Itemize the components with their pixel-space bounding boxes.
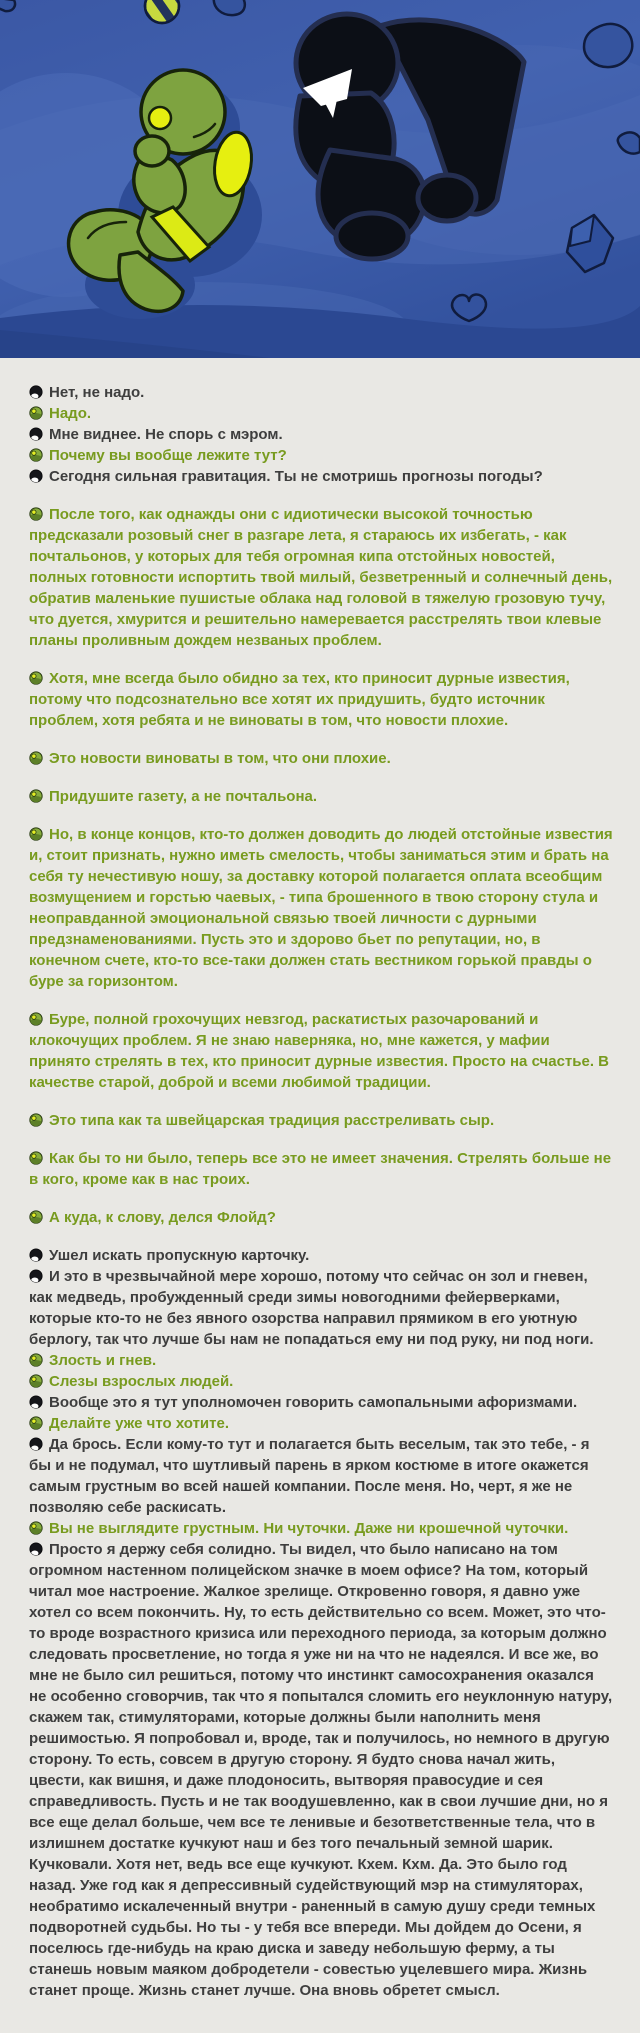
dialogue-message: [29, 445, 614, 466]
companion-avatar-icon: [29, 1210, 43, 1224]
message-text: Это типа как та швейцарская традиция расстреливать сыр.: [49, 1112, 495, 1129]
dialogue-message: [29, 1350, 614, 1371]
top-right-rock: [584, 24, 632, 67]
black-foot: [336, 213, 408, 259]
message-text: А куда, к слову, делся Флойд?: [49, 1209, 276, 1226]
dialogue-message: [29, 504, 614, 651]
message-text: Злость и гнев.: [49, 1352, 157, 1369]
dialogue-message: [29, 382, 614, 403]
message-text: Нет, не надо.: [49, 384, 145, 401]
green-fist: [135, 136, 169, 166]
dialogue-message: [29, 1392, 614, 1413]
mayor-avatar-icon: [29, 1269, 43, 1283]
message-text: Мне виднее. Не спорь с мэром.: [49, 426, 283, 443]
dialogue-message: [29, 748, 614, 769]
companion-avatar-icon: [29, 1521, 43, 1535]
dialogue-message: [29, 424, 614, 445]
yellow-eye: [149, 107, 171, 129]
dialogue-message: [29, 668, 614, 731]
dialogue-list: [29, 382, 614, 2001]
dialogue-message: [29, 1434, 614, 1518]
dialogue-message: [29, 466, 614, 487]
companion-avatar-icon: [29, 1151, 43, 1165]
message-text: После того, как однажды они с идиотически высокой точностью предсказали розовый снег в разгаре лета, я стараюсь их избегать, - как почтальонов, у которых для тебя огромная кипа отстойных новостей, полных готовности испортить твой милый, безветренный и солнечный день, обратив маленькие пушистые облака над головой в тяжелую грозовую тучу, что дуется, хмурится и решительно намеревается расстрелять твои клевые планы проливным дождем незваных проблем.: [29, 506, 613, 649]
dialogue-message: [29, 1413, 614, 1434]
scene-illustration: [0, 0, 640, 358]
dialogue-message: [29, 1207, 614, 1228]
message-text: Сегодня сильная гравитация. Ты не смотришь прогнозы погоды?: [49, 468, 543, 485]
dialogue-message: [29, 1371, 614, 1392]
dialogue-message: [29, 1009, 614, 1093]
message-text: Делайте уже что хотите.: [49, 1415, 229, 1432]
black-fist: [418, 175, 476, 221]
dialogue-message: [29, 1148, 614, 1190]
companion-avatar-icon: [29, 1012, 43, 1026]
message-text: Надо.: [49, 405, 92, 422]
message-text: Буре, полной грохочущих невзгод, раскатистых разочарований и клокочущих проблем. Я не знаю наверняка, но, мне кажется, у мафии принято стрелять в тех, кто приносит дурные известия. Просто на счастье. В качестве старой, доброй и всеми любимой традиции.: [29, 1011, 609, 1091]
dialogue-panel: [0, 358, 640, 2033]
companion-avatar-icon: [29, 789, 43, 803]
message-text: Но, в конце концов, кто-то должен доводить до людей отстойные известия и, стоит признать, нужно иметь смелость, чтобы заниматься этим и брать на себя ту нечестивую ношу, за доставку которой полагается оплата всеобщим возмущением и горстью чаевых, - типа брошенного в твою сторону стула и неоправданной эмоциональной связью твоей личности с дурными предзнаменованиями. Пусть это и здорово бьет по репутации, но, в конечном счете, кто-то все-таки должен стать вестником горькой правды о буре за горизонтом.: [29, 826, 613, 990]
message-text: Просто я держу себя солидно. Ты видел, что было написано на том огромном настенном полицейском значке в моем офисе? На том, который читал мое настроение. Жалкое зрелище. Откровенно говоря, я давно уже хотел со всем покончить. Ну, то есть действительно со всем. Может, это что-то вроде возрастного кризиса или переходного периода, за которым должно следовать просветление, но тогда я уже ни на что не надеялся. И все же, во мне не было сил решиться, потому что инстинкт самосохранения оказался не особенно сговорчив, так что я попытался сломить его неуклонную натуру, скажем так, стимуляторами, которые должны были наполнить меня решимостью. Я попробовал и, вроде, так и получилось, но немного в другую сторону. То есть, совсем в другую сторону. Я будто снова начал жить, цвести, как вишня, и даже плодоносить, вытворяя правосудие и сея справедливость. Пусть и не так воодушевленно, как в свои лучшие дни, но я все еще делал больше, чем все те ленивые и безответственные тела, что в излишнем достатке кучкуют наш и без того печальный земной шарик. Кучковали. Хотя нет, ведь все еще кучкуют. Кхем. Кхм. Да. Это было год назад. Уже год как я депрессивный судействующий мэр на стимуляторах, необратимо искалеченный внутри - раненный в самую душу среди темных подворотней судьбы. Но ты - у тебя все впереди. Мы дойдем до Осени, я поселюсь где-нибудь на краю диска и заведу небольшую ферму, а ты станешь новым маяком добродетели - совестью уцелевшего мира. Жизнь станет проще. Жизнь станет лучше. Она вновь обретет смысл.: [29, 1541, 613, 1999]
mayor-avatar-icon: [29, 1248, 43, 1262]
dialogue-message: [29, 1110, 614, 1131]
mayor-avatar-icon: [29, 1395, 43, 1409]
companion-avatar-icon: [29, 1353, 43, 1367]
message-text: Хотя, мне всегда было обидно за тех, кто приносит дурные известия, потому что подсознательно все хотят их придушить, будто источник проблем, хотя ребята и не виноваты в том, что новости плохие.: [29, 670, 570, 729]
message-text: Вообще это я тут уполномочен говорить самопальными афоризмами.: [49, 1394, 578, 1411]
companion-avatar-icon: [29, 1113, 43, 1127]
dialogue-message: [29, 1518, 614, 1539]
message-text: Это новости виноваты в том, что они плохие.: [49, 750, 391, 767]
corner-rock: [0, 0, 15, 11]
scene-svg: [0, 0, 640, 358]
companion-avatar-icon: [29, 671, 43, 685]
companion-avatar-icon: [29, 827, 43, 841]
dialogue-message: [29, 1266, 614, 1350]
dialogue-message: [29, 1245, 614, 1266]
companion-avatar-icon: [29, 448, 43, 462]
message-text: Вы не выглядите грустным. Ни чуточки. Даже ни крошечной чуточки.: [49, 1520, 569, 1537]
dialogue-message: [29, 403, 614, 424]
message-text: И это в чрезвычайной мере хорошо, потому что сейчас он зол и гневен, как медведь, пробужденный среди зимы новогодними фейерверками, которые кто-то не без явного озорства направил прямиком в его уютную берлогу, так что лучше бы нам не попадаться ему ни под руку, ни под ноги.: [29, 1268, 594, 1348]
message-text: Почему вы вообще лежите тут?: [49, 447, 287, 464]
companion-avatar-icon: [29, 751, 43, 765]
mayor-avatar-icon: [29, 385, 43, 399]
message-text: Придушите газету, а не почтальона.: [49, 788, 318, 805]
message-text: Ушел искать пропускную карточку.: [49, 1247, 310, 1264]
companion-avatar-icon: [29, 406, 43, 420]
companion-avatar-icon: [29, 1374, 43, 1388]
companion-avatar-icon: [29, 507, 43, 521]
dialogue-message: [29, 824, 614, 992]
mayor-avatar-icon: [29, 469, 43, 483]
message-text: Да брось. Если кому-то тут и полагается быть веселым, так это тебе, - я бы и не подумал, что шутливый парень в ярком костюме в итоге окажется самым грустным во всей нашей компании. После меня. Но, черт, я же не позволяю себе раскисать.: [29, 1436, 590, 1516]
companion-avatar-icon: [29, 1416, 43, 1430]
dialogue-message: [29, 786, 614, 807]
mayor-avatar-icon: [29, 1437, 43, 1451]
mayor-avatar-icon: [29, 427, 43, 441]
message-text: Слезы взрослых людей.: [49, 1373, 234, 1390]
dialogue-message: [29, 1539, 614, 2001]
message-text: Как бы то ни было, теперь все это не имеет значения. Стрелять больше не в кого, кроме как в нас троих.: [29, 1150, 612, 1188]
mayor-avatar-icon: [29, 1542, 43, 1556]
